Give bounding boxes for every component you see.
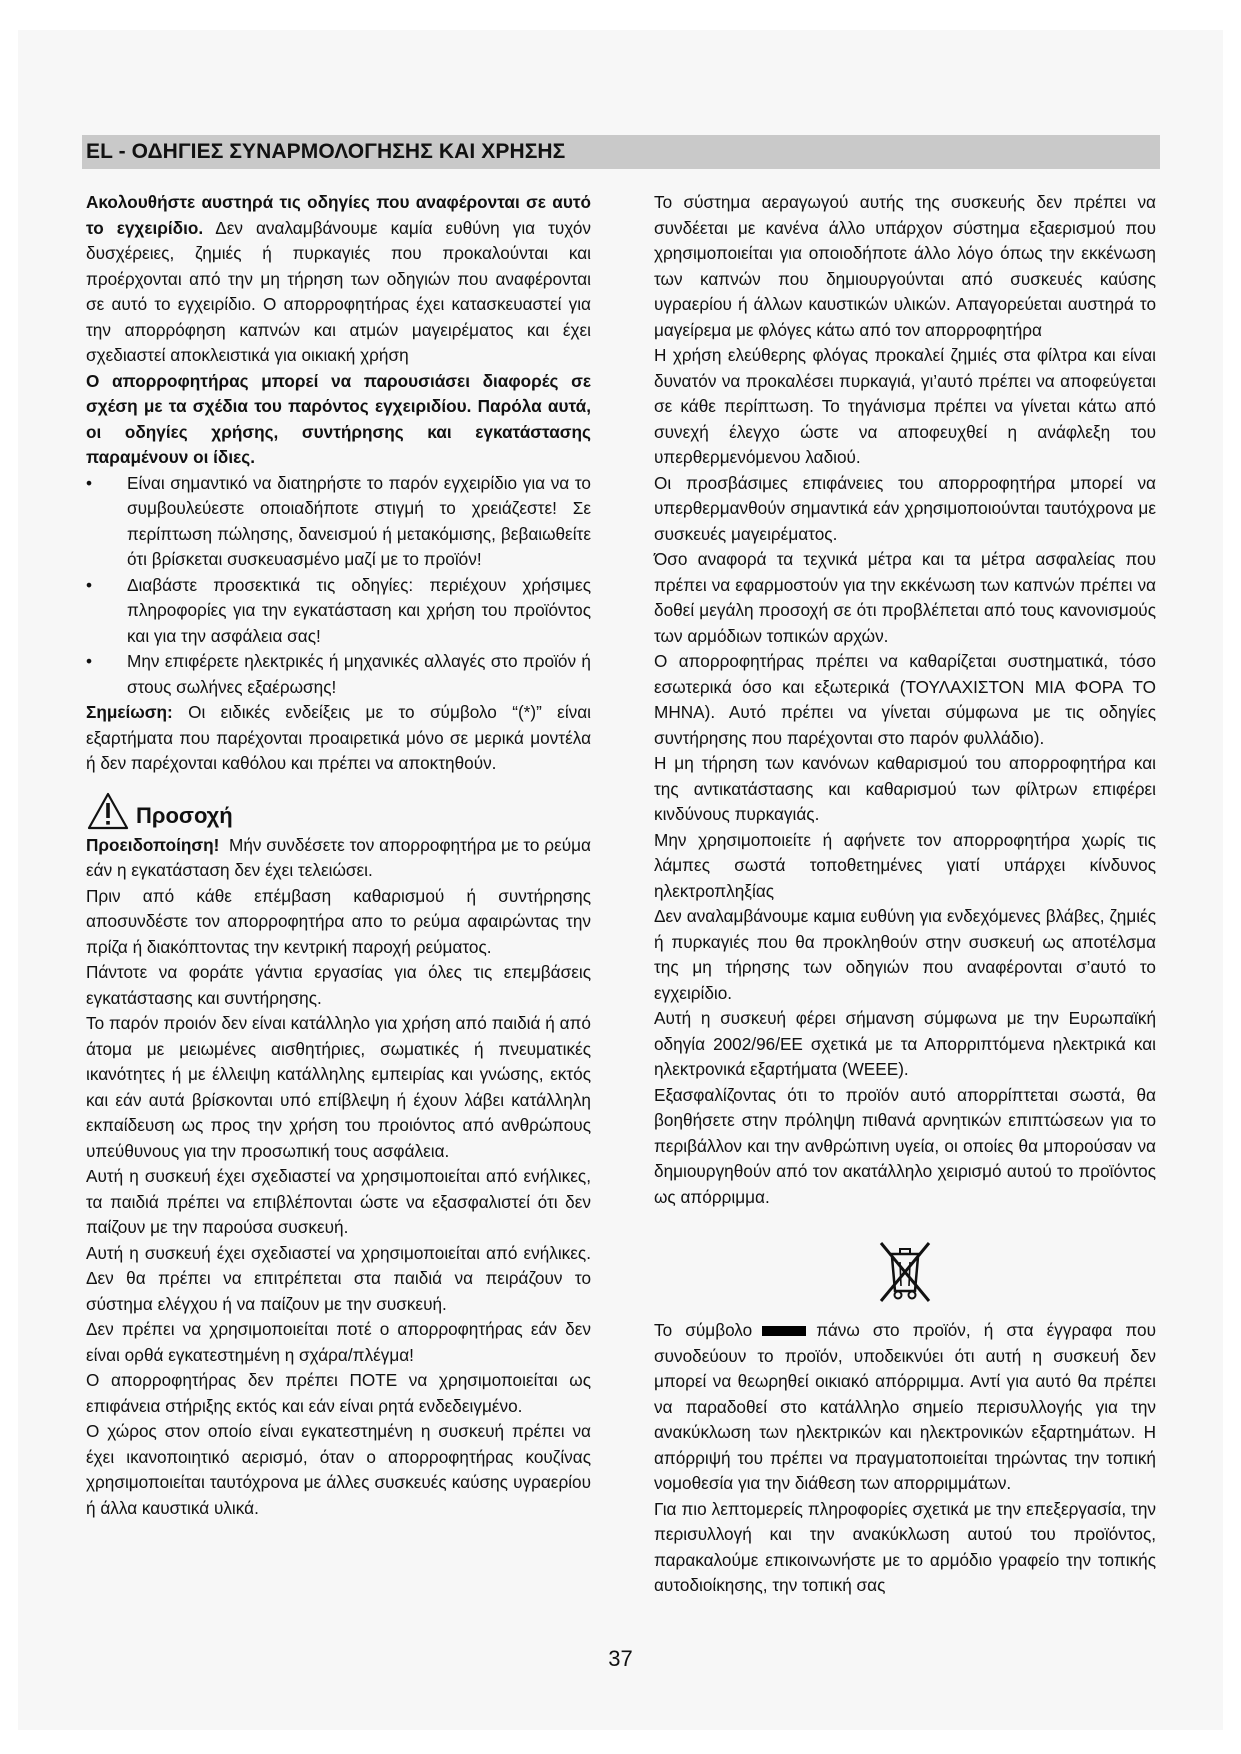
page-number: 37 xyxy=(608,1646,633,1671)
note-paragraph xyxy=(86,700,591,777)
warning-triangle-icon xyxy=(86,791,130,831)
safety-paragraph: Μην χρησιμοποιείτε ή αφήνετε τον απορροφητήρα χωρίς τις λάμπες σωστά τοποθετημένες γιατί υπάρχει κίνδυνος ηλεκτροπληξίας xyxy=(654,829,1156,901)
bullet-icon: • xyxy=(86,651,93,671)
bullet-list xyxy=(86,471,591,701)
symbol-text-before: Το σύμβολο xyxy=(654,1320,753,1340)
warning-text: Μήν συνδέσετε τον απορροφητήρα με το ρεύμα εάν η εγκατάσταση δεν έχει τελειώσει. xyxy=(86,834,591,880)
bullet-icon: • xyxy=(86,574,93,595)
intro-text: Δεν αναλαμβάνουμε καμία ευθύνη για τυχόν δυσχέρειες, ζημιές ή πυρκαγιές που προκαλούνται και προέρχονται από την μη τήρηση των οδηγιών που αναφέρονται σε αυτό το εγχειρίδιο. Ο απορροφητήρας έχει κατασκευαστεί για την απορρόφηση καπνών και ατμών μαγειρέματος και έχει σχεδιαστεί αποκλειστικά για οικιακή χρήση xyxy=(86,217,592,365)
intro-bold: Ακολουθήστε αυστηρά τις οδηγίες που αναφέρονται σε αυτό το εγχειρίδιο. xyxy=(86,192,591,238)
symbol-text-after: πάνω στο προϊόν, ή στα έγγραφα που συνοδεύουν το προϊόν, υποδεικνύει ότι αυτή η συσκευή δεν μπορεί να θεωρηθεί οικιακό απόρριμμα. Αντί για αυτό θα πρέπει να παραδοθεί στο κατάλληλο σημείο περισυλλογής για την ανακύκλωση των ηλεκτρικών και ηλεκτρονικών εξαρτημάτων. Η απόρριψή του πρέπει να πραγματοποιείται τηρώντας την τοπική νομοθεσία για την διάθεση των απορριμμάτων. xyxy=(654,1320,1156,1493)
caution-title: Προσοχή xyxy=(136,802,233,828)
warning-label: Προειδοποίηση! xyxy=(86,834,220,855)
bullet-icon: • xyxy=(86,472,93,493)
final-paragraph: Για πιο λεπτομερείς πληροφορίες σχετικά με την επεξεργασία, την περισυλλογή και την ανακύκλωση αυτού του προϊόντος, παρακαλούμε επικοινωνήστε με το αρμόδιο γραφείο την τοπικής αυτοδιοίκησης, την τοπική σας xyxy=(654,1498,1156,1595)
note-label: Σημείωση: xyxy=(86,702,173,722)
bullet-text: Μην επιφέρετε ηλεκτρικές ή μηχανικές αλλαγές στο προϊόν ή στους σωλήνες εξαέρωσης! xyxy=(127,651,591,697)
safety-paragraph: Η μη τήρηση των κανόνων καθαρισμού του απορροφητήρα και της αντικατάστασης και καθαρισμού των φίλτρων επιφέρει κινδύνους πυρκαγιάς. xyxy=(654,753,1156,824)
bullet-text: Διαβάστε προσεκτικά τις οδηγίες: περιέχουν χρήσιμες πληροφορίες για την εγκατάσταση και χρήση του προϊόντος και για την ασφάλεια σας! xyxy=(127,574,591,646)
safety-paragraph: Οι προσβάσιμες επιφάνειες του απορροφητήρα μπορεί να υπερθερμανθούν σημαντικά εάν χρησιμοποιούνται ταυτόχρονα με συσκευές μαγειρέματος. xyxy=(654,472,1156,544)
safety-paragraph: Ο χώρος στον οποίο είναι εγκατεστημένη η συσκευή πρέπει να έχει ικανοποιητικό αερισμό, όταν ο απορροφητήρας κουζίνας χρησιμοποιείται ταυτόχρονα με άλλες συσκευές καύσης υγραερίου ή άλλα καυστικά υλικά. xyxy=(86,1421,591,1518)
safety-paragraph: Το παρόν προιόν δεν είναι κατάλληλο για χρήση από παιδιά ή από άτομα με μειωμένες αισθητήριες, σωματικές ή πνευματικές ικανότητες ή με έλλειψη κατάλληλης εμπειρίας και γνώσης, εκτός και εάν αυτά βρίσκονται υπό επίβλεψη ή έχουν λάβει κατάλληλη εκπαίδευση ως προς την χρήση του προιόντος από ανθρώπους υπεύθυνους για την προσωπική τους ασφάλεια. xyxy=(86,1013,591,1161)
right-column xyxy=(654,190,1156,1599)
caution-heading xyxy=(86,791,591,831)
variations-paragraph: Ο απορροφητήρας μπορεί να παρουσιάσει διαφορές σε σχέση με τα σχέδια του παρόντος εγχειριδίου. Παρόλα αυτά, οι οδηγίες χρήσης, συντήρησης και εγκατάστασης παραμένουν οι ίδιες. xyxy=(86,370,591,467)
safety-paragraph: Ο απορροφητήρας πρέπει να καθαρίζεται συστηματικά, τόσο εσωτερικά όσο και εξωτερικά (ΤΟΥΛΑΧΙΣΤΟΝ ΜΙΑ ΦΟΡΑ ΤΟ ΜΗΝΑ). Αυτό πρέπει να γίνεται σύμφωνα με τις οδηγίες συντήρησης που παρέχονται στο παρόν φυλλάδιο). xyxy=(654,651,1156,748)
safety-paragraph: Δεν αναλαμβάνουμε καμια ευθύνη για ενδεχόμενες βλάβες, ζημιές ή πυρκαγιές που θα προκληθούν στην συσκευή ως αποτέλσμα της μη τήρησης των οδηγιών που αναφέρονται σ’αυτό το εγχειρίδιο. xyxy=(654,906,1156,1003)
weee-paragraph: Αυτή η συσκευή φέρει σήμανση σύμφωνα με την Ευρωπαϊκή οδηγία 2002/96/ΕΕ σχετικά με τα Απορριπτόμενα ηλεκτρικά και ηλεκτρονικά εξαρτήματα (WEEE). xyxy=(654,1008,1156,1079)
warning-paragraph xyxy=(86,833,591,884)
section-header: EL - ΟΔΗΓΙΕΣ ΣΥΝΑΡΜΟΛΟΓΗΣΗΣ ΚΑΙ ΧΡΗΣΗΣ xyxy=(82,135,1160,169)
black-bar-icon xyxy=(762,1326,806,1336)
safety-paragraph: Πάντοτε να φοράτε γάντια εργασίας για όλες τις επεμβάσεις εγκατάστασης και συντήρησης. xyxy=(86,962,591,1008)
list-item xyxy=(86,573,591,650)
safety-paragraph: Δεν πρέπει να χρησιμοποιείται ποτέ ο απορροφητήρας εάν δεν είναι ορθά εγκατεστημένη η σχάρα/πλέγμα! xyxy=(86,1319,591,1365)
list-item xyxy=(86,649,591,700)
weee-symbol xyxy=(654,1238,1156,1306)
left-column xyxy=(86,190,591,1521)
note-text: Οι ειδικές ενδείξεις με το σύμβολο “(*)” είναι εξαρτήματα που παρέχονται προαιρετικά μόνο σε μερικά μοντέλα ή δεν παρέχονται καθόλου και πρέπει να αποκτηθούν. xyxy=(86,702,591,773)
safety-paragraph: Πριν από κάθε επέμβαση καθαρισμού ή συντήρησης αποσυνδέστε τον απορροφητήρα απο το ρεύμα αφαιρώντας την πρίζα ή διακόπτοντας την κεντρική παροχή ρεύματος. xyxy=(86,885,591,957)
safety-paragraph: Ο απορροφητήρας δεν πρέπει ΠΟΤΕ να χρησιμοποιείται ως επιφάνεια στήριξης εκτός και εάν είναι ρητά ενδεδειγμένο. xyxy=(86,1370,591,1416)
bullet-text: Είναι σημαντικό να διατηρήστε το παρόν εγχειρίδιο για να το συμβουλεύεστε οποιαδήποτε στιγμή το χρειάζεστε! Σε περίπτωση πώλησης, δανεισμού ή μετακόμισης, βεβαιωθείτε ότι βρίσκεται συσκευασμένο μαζί με το προϊόν! xyxy=(127,472,591,569)
intro-paragraph xyxy=(86,190,591,369)
list-item xyxy=(86,471,591,573)
safety-paragraph: Όσο αναφορά τα τεχνικά μέτρα και τα μέτρα ασφαλείας που πρέπει να εφαρμοστούν για την εκκένωση των καπνών πρέπει να δοθεί μεγάλη προσοχή σε ότι προβλέπεται από τους κανονισμούς των αρμόδιων τοπικών αρχών. xyxy=(654,549,1156,646)
safety-paragraph: Αυτή η συσκευή έχει σχεδιαστεί να χρησιμοποιείται από ενήλικες, τα παιδιά πρέπει να επιβλέπονται ώστε να εξασφαλιστεί ότι δεν παίζουν με την παρούσα συσκευή. xyxy=(86,1166,591,1237)
disposal-paragraph: Εξασφαλίζοντας ότι το προϊόν αυτό απορρίπτεται σωστά, θα βοηθήσετε στην πρόληψη πιθανά αρνητικών επιπτώσεων για το περιβάλλον και την ανθρώπινη υγεία, οι οποίες θα μπορούσαν να δημιουργηθούν από τον ακατάλληλο χειρισμό αυτού το προϊόντος ως απόρριμμα. xyxy=(654,1084,1156,1207)
symbol-paragraph xyxy=(654,1318,1156,1497)
crossed-bin-icon xyxy=(876,1238,934,1306)
safety-paragraph: Το σύστημα αεραγωγού αυτής της συσκευής δεν πρέπει να συνδέεται με κανένα άλλο υπάρχον σύστημα εξαερισμού που χρησιμοποιείται για οποιοδήποτε άλλο λόγο όπως την εκκένωση των καπνών που δημιουργούνται από συσκευές καύσης υγραερίου ή άλλων καυστικών υλικών. Απαγορεύεται αυστηρά το μαγείρεμα με φλόγες κάτω από τον απορροφητήρα xyxy=(654,192,1156,340)
safety-paragraph: Αυτή η συσκευή έχει σχεδιαστεί να χρησιμοποιείται από ενήλικες. Δεν θα πρέπει να επιτρέπεται στα παιδιά να πειράζουν το σύστημα ελέγχου ή να παίζουν με την συσκευή. xyxy=(86,1242,591,1314)
safety-paragraph: Η χρήση ελεύθερης φλόγας προκαλεί ζημιές στα φίλτρα και είναι δυνατόν να προκαλέσει πυρκαγιά, γι’αυτό πρέπει να αποφεύγεται σε κάθε περίπτωση. Το τηγάνισμα πρέπει να γίνεται κάτω από συνεχή έλεγχο ώστε να αποφευχθεί η ανάφλεξη του υπερθερμενόμενου λαδιού. xyxy=(654,345,1156,467)
